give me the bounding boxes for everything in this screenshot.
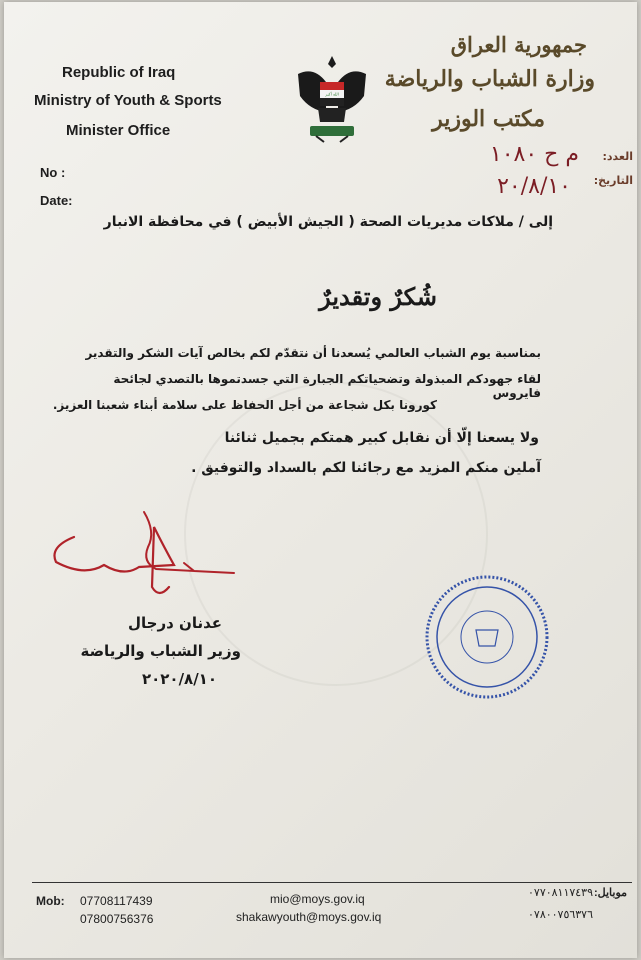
signatory-date: ٢٠٢٠/٨/١٠ (141, 670, 217, 688)
header-en-line3: Minister Office (66, 122, 171, 139)
body-line-3: كورونا بكل شجاعة من أجل الحفاظ على سلامة أبناء شعبنا العزيز. (52, 398, 437, 412)
body-line-2: لقاء جهودكم المبذولة وتضحياتكم الجبارة التي جسدتموها بالتصدي لجائحة فايروس (113, 372, 541, 400)
signatory-position: وزير الشباب والرياضة (80, 642, 241, 660)
ministry-stamp-icon (422, 572, 552, 702)
no-label: No : (40, 165, 66, 180)
email-2: shakawyouth@moys.gov.iq (236, 910, 382, 924)
header-ar-line2: وزارة الشباب والرياضة (384, 66, 595, 92)
header-ar-line3: مكتب الوزير (432, 106, 545, 132)
ar-mob-number-2: ٠٧٨٠٠٧٥٦٣٧٦ (528, 909, 593, 921)
mob-number-2: 07800756376 (80, 912, 154, 926)
recipient-line: إلى / ملاكات مديريات الصحة ( الجيش الأبيض ) في محافظة الانبار (103, 214, 553, 230)
header-en-line2: Ministry of Youth & Sports (34, 92, 222, 109)
letter-paper (4, 2, 637, 958)
ar-mob-number-1: ٠٧٧٠٨١١٧٤٣٩ (528, 887, 593, 899)
body-line-5: آملين منكم المزيد مع رجائنا لكم بالسداد والتوفيق . (191, 460, 541, 476)
letter-title: شُكرٌ وتقديرٌ (319, 282, 437, 311)
date-label: Date: (40, 193, 73, 208)
body-line-4: ولا يسعنا إلّا أن نقابل كبير همتكم بجميل ثنائنا (224, 430, 539, 446)
signature-icon (44, 507, 244, 607)
ar-no-label: العدد: (602, 150, 633, 163)
ar-mob-label: موبايل: (594, 887, 628, 899)
header-en-line1: Republic of Iraq (62, 64, 176, 81)
signatory-name: عدنان درجال (128, 614, 222, 632)
header-ar-line1: جمهورية العراق (450, 32, 587, 57)
footer-divider (32, 882, 632, 883)
ar-no-handwritten: م ح ١٠٨٠ (489, 142, 579, 167)
email-1: mio@moys.gov.iq (270, 892, 365, 906)
ar-date-label: التاريخ: (593, 174, 633, 187)
iraq-eagle-emblem-icon (296, 52, 368, 144)
mob-label: Mob: (36, 894, 65, 908)
svg-text:الله أكبر: الله أكبر (325, 91, 339, 97)
mob-number-1: 07708117439 (80, 894, 153, 908)
body-line-1: بمناسبة يوم الشباب العالمي يُسعدنا أن نتقدّم لكم بخالص آيات الشكر والتقدير (85, 346, 541, 360)
ar-date-handwritten: ٢٠/٨/١٠ (497, 174, 571, 199)
